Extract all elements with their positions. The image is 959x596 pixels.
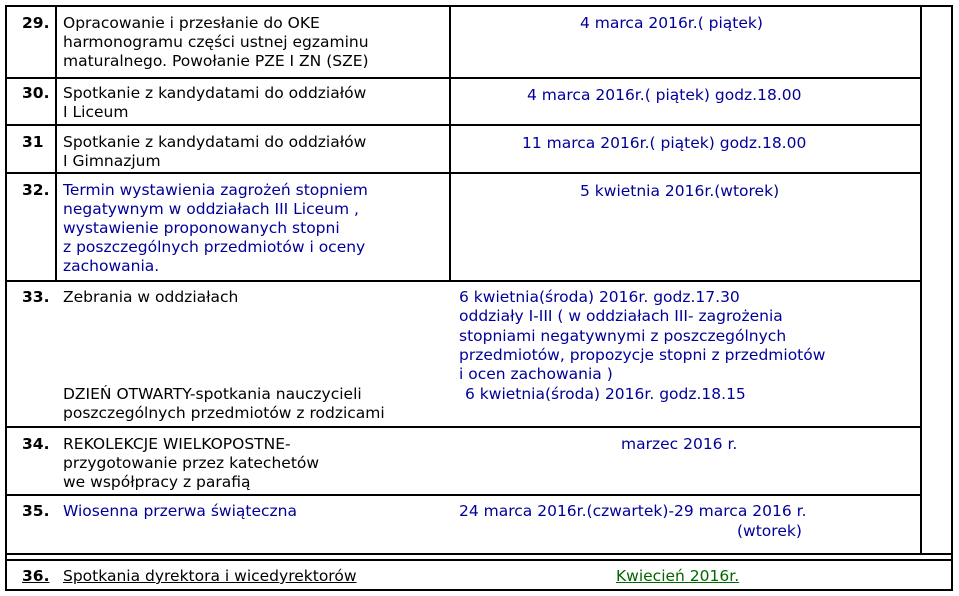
task-text: negatywnym w oddziałach III Liceum , (63, 200, 359, 218)
date-text: 24 marca 2016r.(czwartek)-29 marca 2016 r. (459, 502, 807, 520)
column-divider (55, 7, 57, 280)
date-text: 11 marca 2016r.( piątek) godz.18.00 (522, 134, 807, 152)
task-text: harmonogramu części ustnej egzaminu (63, 33, 369, 51)
row-number: 32. (22, 181, 50, 199)
date-text: i ocen zachowania ) (459, 365, 613, 383)
date-text: (wtorek) (737, 522, 802, 540)
task-text: poszczególnych przedmiotów z rodzicami (63, 404, 385, 422)
row-number: 30. (22, 84, 50, 102)
row-divider (7, 124, 921, 126)
task-text: Zebrania w oddziałach (63, 288, 239, 306)
task-text: Wiosenna przerwa świąteczna (63, 502, 297, 520)
task-text: I Gimnazjum (63, 152, 161, 170)
date-text: 4 marca 2016r.( piątek) godz.18.00 (527, 86, 802, 104)
task-text: wystawienie proponowanych stopni (63, 219, 340, 237)
date-text: 5 kwietnia 2016r.(wtorek) (580, 182, 780, 200)
row-divider (7, 559, 951, 561)
row-number: 35. (22, 502, 50, 520)
date-text: stopniami negatywnymi z poszczególnych (459, 327, 787, 345)
date-text: oddziały I-III ( w oddziałach III- zagrożenia (459, 307, 783, 325)
task-text: DZIEŃ OTWARTY-spotkania nauczycieli (63, 385, 362, 403)
task-text: Spotkania dyrektora i wicedyrektorów (63, 567, 357, 585)
row-divider (7, 426, 921, 428)
row-number: 29. (22, 14, 50, 32)
task-text: zachowania. (63, 257, 160, 275)
column-divider (449, 7, 451, 280)
task-text: Spotkanie z kandydatami do oddziałów (63, 133, 367, 151)
date-text: 6 kwietnia(środa) 2016r. godz.18.15 (465, 385, 746, 403)
row-divider (7, 280, 921, 282)
date-text: 6 kwietnia(środa) 2016r. godz.17.30 (459, 288, 740, 306)
task-text: Opracowanie i przesłanie do OKE (63, 14, 320, 32)
task-text: maturalnego. Powołanie PZE I ZN (SZE) (63, 52, 369, 70)
date-text: marzec 2016 r. (621, 435, 738, 453)
task-text: I Liceum (63, 103, 129, 121)
task-text: REKOLEKCJE WIELKOPOSTNE- (63, 435, 291, 453)
row-divider (7, 172, 921, 174)
row-number: 33. (22, 288, 50, 306)
row-divider (7, 494, 921, 496)
row-divider (7, 553, 951, 555)
row-number: 34. (22, 435, 50, 453)
column-divider (920, 7, 922, 555)
task-text: Spotkanie z kandydatami do oddziałów (63, 84, 367, 102)
task-text: Termin wystawienia zagrożeń stopniem (63, 181, 368, 199)
date-text: przedmiotów, propozycje stopni z przedmiotów (459, 346, 826, 364)
date-text: Kwiecień 2016r. (616, 567, 740, 585)
date-text: 4 marca 2016r.( piątek) (580, 14, 763, 32)
row-number: 36. (22, 567, 50, 585)
task-text: przygotowanie przez katechetów (63, 454, 320, 472)
task-text: z poszczególnych przedmiotów i oceny (63, 238, 366, 256)
row-divider (7, 77, 921, 79)
task-text: we współpracy z parafią (63, 473, 251, 491)
row-number: 31 (22, 133, 44, 151)
